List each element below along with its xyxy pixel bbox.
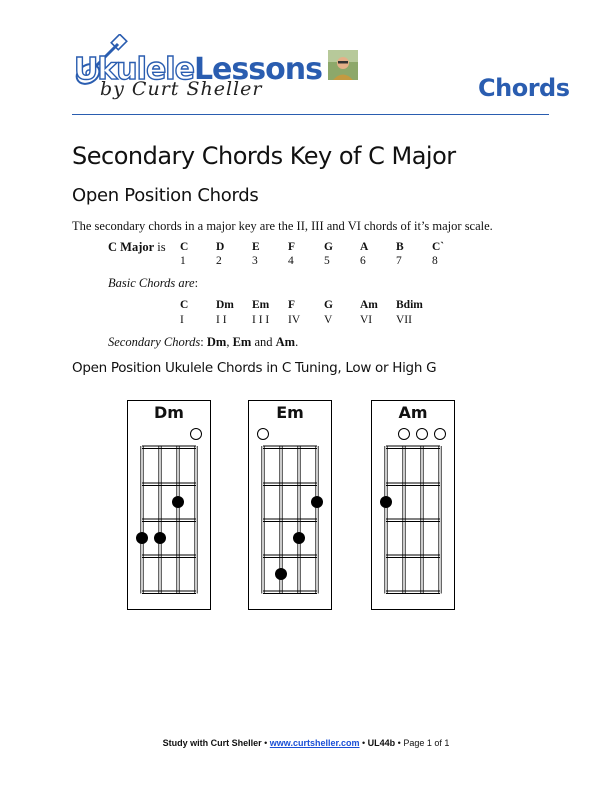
- basic-chord: Bdim: [396, 299, 423, 311]
- c-major-label-bold: C Major: [108, 240, 155, 254]
- open-string-marker: [191, 429, 202, 440]
- chord-diagram-am: [372, 401, 454, 609]
- logo-byline: by Curt Sheller: [100, 78, 263, 100]
- footer-code: UL44b: [367, 738, 396, 748]
- diagram-heading: Open Position Ukulele Chords in C Tuning, Low or High G: [72, 360, 437, 376]
- basic-numeral: VII: [396, 314, 412, 326]
- scale-note: B: [396, 241, 404, 253]
- footer-dot-2: •: [359, 738, 368, 748]
- footer-dot-3: •: [395, 738, 404, 748]
- finger-dot: [275, 568, 287, 580]
- footer-page: Page 1 of 1: [403, 738, 450, 748]
- scale-degree: 4: [288, 255, 294, 267]
- secondary-sep: :: [200, 335, 207, 349]
- c-major-label-rest: is: [154, 240, 166, 254]
- page-title: Secondary Chords Key of C Major: [72, 142, 456, 170]
- scale-degree: 8: [432, 255, 438, 267]
- intro-paragraph: The secondary chords in a major key are the II, III and VI chords of it’s major scale.: [72, 219, 493, 233]
- secondary-end: .: [295, 335, 299, 349]
- scale-note: C`: [432, 241, 445, 253]
- basic-chord: Em: [252, 299, 270, 311]
- secondary-and: and: [251, 335, 276, 349]
- open-string-marker: [417, 429, 428, 440]
- scale-degree: 2: [216, 255, 222, 267]
- chord-name-em: Em: [276, 403, 304, 422]
- scale-note: A: [360, 241, 369, 253]
- scale-note: F: [288, 241, 296, 253]
- scale-degree: 6: [360, 255, 366, 267]
- chord-name-am: Am: [398, 403, 428, 422]
- chord-diagram-dm: [128, 401, 210, 609]
- header-rule: [72, 114, 549, 115]
- footer-dot-1: •: [261, 738, 270, 748]
- scale-degree: 3: [252, 255, 258, 267]
- chord-card-em: [248, 400, 332, 610]
- open-string-marker: [399, 429, 410, 440]
- finger-dot: [154, 532, 166, 544]
- scale-degree: 1: [180, 255, 186, 267]
- secondary-chord-dm: Dm: [206, 335, 227, 349]
- basic-numeral: I I: [216, 314, 227, 326]
- basic-chords-colon: :: [194, 276, 199, 290]
- section-label: Chords: [478, 74, 570, 102]
- finger-dot: [380, 496, 392, 508]
- basic-numeral: VI: [360, 314, 373, 326]
- secondary-chord-am: Am: [275, 335, 296, 349]
- finger-dot: [293, 532, 305, 544]
- scale-note: C: [180, 241, 189, 253]
- secondary-chord-em: Em: [232, 335, 252, 349]
- author-photo: [328, 50, 358, 80]
- basic-chord: C: [180, 299, 189, 311]
- basic-chord: F: [288, 299, 296, 311]
- basic-numeral: I: [180, 314, 184, 326]
- chord-card-dm: [127, 400, 211, 610]
- footer: [0, 738, 612, 748]
- scale-degree: 5: [324, 255, 330, 267]
- basic-chords-label: [108, 276, 198, 291]
- basic-chord: Dm: [216, 299, 234, 311]
- finger-dot: [172, 496, 184, 508]
- scale-note: G: [324, 241, 333, 253]
- scale-note: D: [216, 241, 225, 253]
- basic-chord: Am: [360, 299, 378, 311]
- footer-study: Study with Curt Sheller: [162, 738, 262, 748]
- footer-url-link[interactable]: www.curtsheller.com: [269, 738, 360, 748]
- finger-dot: [311, 496, 323, 508]
- scale-degree: 7: [396, 255, 402, 267]
- secondary-comma: ,: [226, 335, 233, 349]
- logo-word1: Ukulele: [74, 52, 194, 87]
- chord-name-dm: Dm: [154, 403, 184, 422]
- basic-numeral: V: [324, 314, 333, 326]
- section-subtitle: Open Position Chords: [72, 185, 259, 206]
- basic-numeral: IV: [288, 314, 301, 326]
- chord-diagram-em: [249, 401, 331, 609]
- scale-note: E: [252, 241, 260, 253]
- basic-chord: G: [324, 299, 333, 311]
- chord-card-am: [371, 400, 455, 610]
- basic-numeral: I I I: [252, 314, 270, 326]
- secondary-chords-line: [108, 335, 298, 350]
- basic-chords-label-text: Basic Chords are: [108, 276, 195, 290]
- open-string-marker: [258, 429, 269, 440]
- secondary-chords-label: Secondary Chords: [108, 335, 201, 349]
- finger-dot: [136, 532, 148, 544]
- c-major-label: [108, 240, 166, 255]
- logo-word2: Lessons: [193, 52, 322, 87]
- open-string-marker: [435, 429, 446, 440]
